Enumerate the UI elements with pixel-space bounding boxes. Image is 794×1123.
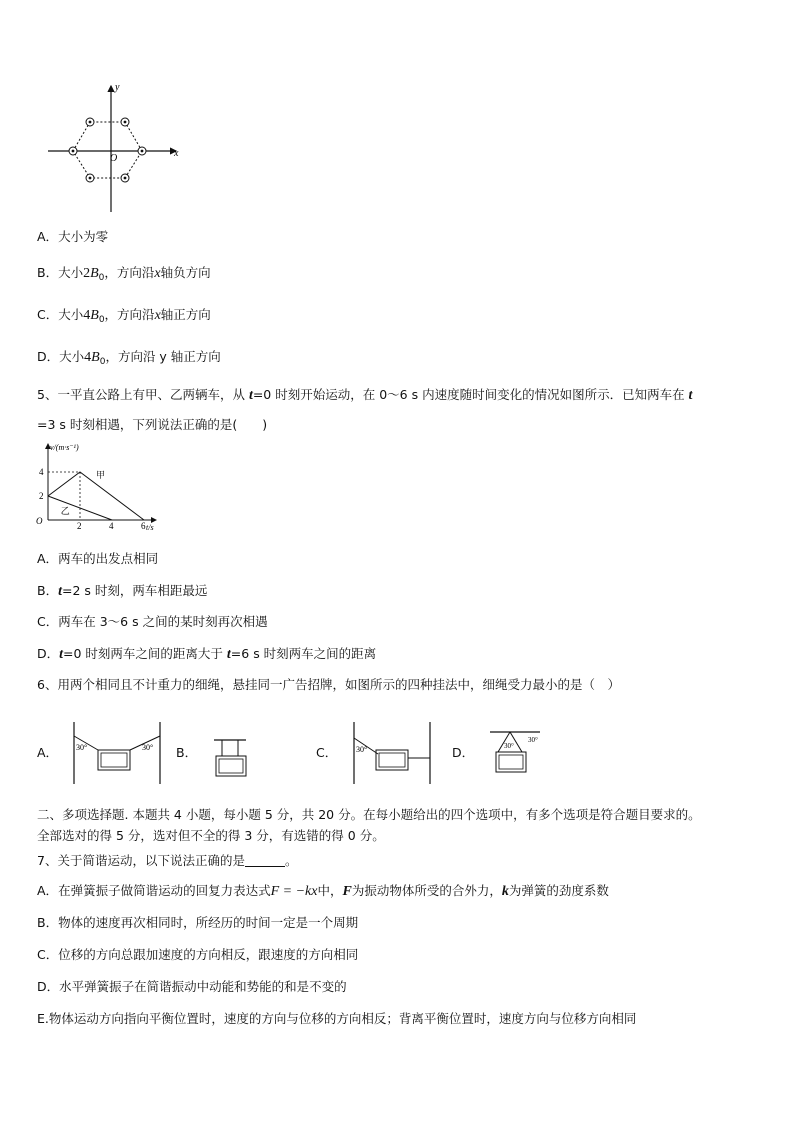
y-axis-label: y [115, 82, 120, 93]
current-dots [69, 118, 146, 182]
q6-figure-b [208, 730, 258, 780]
answer-blank[interactable] [245, 854, 285, 867]
q4-option-b: B．大小$2B_0$，方向沿x轴负方向 [37, 265, 211, 283]
q5-stem-line1: 5、一平直公路上有甲、乙两辆车，从 t=0 时刻开始运动，在 0～6 s 内速度随时间变化的情况如图所示．已知两车在 t [37, 387, 693, 403]
section2-line1: 二、多项选择题. 本题共 4 小题，每小题 5 分，共 20 分。在每小题给出的四个选项中，有多个选项是符合题目要求的。 [37, 807, 701, 822]
q7-stem: 7、关于简谐运动，以下说法正确的是 。 [37, 853, 298, 868]
y-tick-label: 4 [39, 467, 44, 477]
section2-line2: 全部选对的得 5 分，选对但不全的得 3 分，有选错的得 0 分。 [37, 828, 385, 843]
q6-option-a-label: A． [37, 745, 59, 760]
origin-label: O [110, 153, 118, 164]
svg-text:30°: 30° [504, 742, 514, 750]
q5-vt-chart [30, 440, 180, 532]
q6-option-c-label: C． [316, 745, 338, 760]
q7-option-b: B．物体的速度再次相同时，所经历的时间一定是一个周期 [37, 915, 359, 930]
svg-text:30°: 30° [76, 743, 88, 752]
q4-option-d: D．大小$4B_0$，方向沿 y 轴正方向 [37, 349, 221, 367]
q6-option-d-label: D． [452, 745, 475, 760]
q6-figure-a [68, 720, 168, 786]
q4-hexagon-figure [44, 80, 184, 215]
q7-option-a: A．在弹簧振子做简谐运动的回复力表达式F = −kx中，F为振动物体所受的合外力，k为弹簧的劲度系数 [37, 883, 609, 899]
q4-option-c: C．大小$4B_0$，方向沿x轴正方向 [37, 307, 211, 325]
q4-option-a: A．大小为零 [37, 229, 109, 244]
q5-stem-line2: =3 s 时刻相遇，下列说法正确的是( ) [37, 417, 268, 432]
svg-text:30°: 30° [356, 745, 368, 754]
x-tick-label: 2 [77, 521, 82, 531]
q6-option-b-label: B． [176, 745, 198, 760]
series-label-jia: 甲 [96, 470, 106, 480]
svg-text:30°: 30° [142, 743, 154, 752]
origin-label: O [36, 516, 43, 526]
hexagon-outline [73, 122, 142, 178]
q7-option-d: D．水平弹簧振子在简谐振动中动能和势能的和是不变的 [37, 979, 347, 994]
q7-option-e: E.物体运动方向指向平衡位置时，速度的方向与位移的方向相反；背离平衡位置时，速度方向与位移方向相同 [37, 1011, 637, 1026]
q7-option-c: C．位移的方向总跟加速度的方向相反，跟速度的方向相同 [37, 947, 359, 962]
x-tick-label: 4 [109, 521, 114, 531]
x-axis-label: x [174, 148, 179, 159]
q6-figure-d [486, 724, 556, 780]
q5-option-d: D．t=0 时刻两车之间的距离大于 t=6 s 时刻两车之间的距离 [37, 646, 377, 662]
q5-option-a: A．两车的出发点相同 [37, 551, 159, 566]
y-tick-label: 2 [39, 491, 44, 501]
x-axis-label: t/s [146, 523, 154, 532]
y-axis-label: v/(m·s⁻¹) [50, 443, 79, 452]
series-label-yi: 乙 [60, 506, 70, 516]
q6-stem: 6、用两个相同且不计重力的细绳，悬挂同一广告招牌，如图所示的四种挂法中，细绳受力最小的是（ ） [37, 677, 620, 692]
q5-option-b: B．t=2 s 时刻，两车相距最远 [37, 583, 208, 599]
svg-text:30°: 30° [528, 736, 538, 744]
q6-figure-c [348, 720, 438, 786]
x-tick-label: 6 [141, 521, 146, 531]
q5-option-c: C．两车在 3～6 s 之间的某时刻再次相遇 [37, 614, 268, 629]
